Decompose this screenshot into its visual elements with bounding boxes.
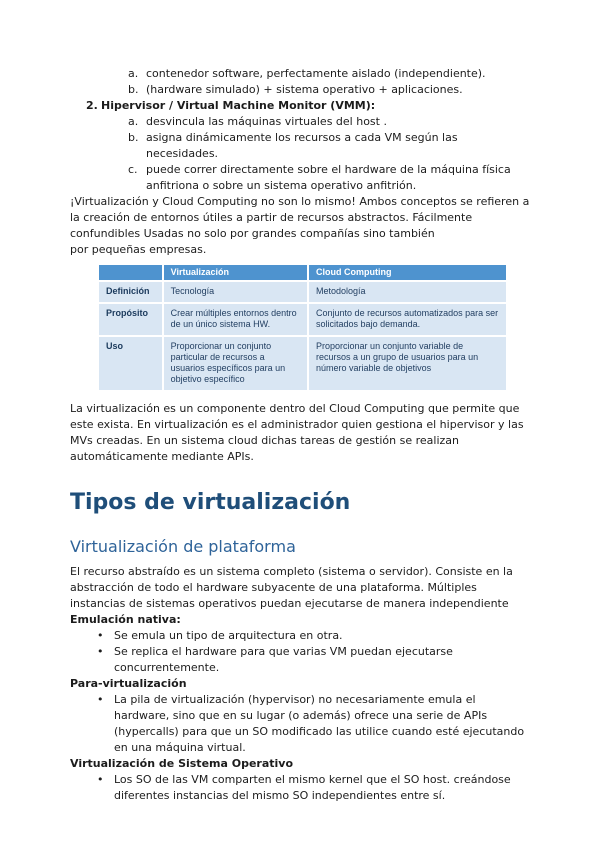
list-item-text: desvincula las máquinas virtuales del host . <box>146 115 387 128</box>
list-marker: a. <box>128 67 139 80</box>
subsection-title: Emulación nativa: <box>70 613 181 626</box>
table-cell: Conjunto de recursos automatizados para ser solicitados bajo demanda. <box>309 304 506 335</box>
list-item-title: Hipervisor / Virtual Machine Monitor (VMM): <box>101 99 376 112</box>
list-marker: c. <box>128 163 138 176</box>
table-cell: Tecnología <box>164 282 307 302</box>
bullet-text: Los SO de las VM comparten el mismo kernel que el SO host. creándose diferentes instancias del mismo SO independientes entre sí. <box>114 773 511 802</box>
intro-paragraph-main: ¡Virtualización y Cloud Computing no son lo mismo! Ambos conceptos se refieren a la creación de entornos útiles a partir de recursos abstractos. Fácilmente confundibles Usadas no solo por grandes compañías sino también <box>70 195 530 240</box>
bullet-text: La pila de virtualización (hypervisor) no necesariamente emula el hardware, sino que en su lugar (o además) ofrece una serie de APIs (hypercalls) para que un SO modificado las utilice cuando esté ejecutando en una máquina virtual. <box>114 693 525 754</box>
row-label: Definición <box>99 282 162 302</box>
table-header-cloud-computing: Cloud Computing <box>309 265 506 280</box>
list-marker: b. <box>128 131 139 144</box>
list-item <box>70 162 532 194</box>
table-row <box>99 337 506 390</box>
list-marker: b. <box>128 83 139 96</box>
table-header-virtualizacion: Virtualización <box>164 265 307 280</box>
bullet-icon: • <box>97 629 104 642</box>
list-marker: a. <box>128 115 139 128</box>
table-header-row <box>99 265 506 280</box>
bullet-item <box>70 628 532 644</box>
bullet-text: Se replica el hardware para que varias VM puedan ejecutarse concurrentemente. <box>114 645 453 674</box>
table-header-empty <box>99 265 162 280</box>
table-cell: Proporcionar un conjunto particular de recursos a usuarios específicos para un objetivo específico <box>164 337 307 390</box>
intro-paragraph-lastline: por pequeñas empresas. <box>70 243 207 256</box>
intro-paragraph <box>70 194 532 258</box>
closing-paragraph: La virtualización es un componente dentro del Cloud Computing que permite que este exista. En virtualización es el administrador quien gestiona el hipervisor y las MVs creadas. En un sistema cloud dichas tareas de gestión se realizan automáticamente mediante APIs. <box>70 402 524 463</box>
bullet-item <box>70 644 532 676</box>
subsection-title: Para-virtualización <box>70 677 187 690</box>
list-marker: 2. <box>86 99 98 112</box>
bullet-item <box>70 692 532 756</box>
list-item-text: contenedor software, perfectamente aislado (independiente). <box>146 67 486 80</box>
bullet-text: Se emula un tipo de arquitectura en otra. <box>114 629 343 642</box>
section-heading: Tipos de virtualización <box>70 490 351 515</box>
subsection-heading: Virtualización de plataforma <box>70 537 296 556</box>
table-cell: Metodología <box>309 282 506 302</box>
subsection-title: Virtualización de Sistema Operativo <box>70 757 294 770</box>
bullet-icon: • <box>97 693 104 706</box>
list-item <box>70 130 532 162</box>
bullet-icon: • <box>97 773 104 786</box>
list-item-numbered <box>70 98 532 114</box>
row-label: Uso <box>99 337 162 390</box>
list-item-text: asigna dinámicamente los recursos a cada VM según las necesidades. <box>146 131 458 160</box>
bullet-icon: • <box>97 645 104 658</box>
list-item <box>70 114 532 130</box>
table-cell: Proporcionar un conjunto variable de recursos a un grupo de usuarios para un número variable de objetivos <box>309 337 506 390</box>
comparison-table <box>97 263 508 392</box>
list-item <box>70 66 532 82</box>
table-row <box>99 282 506 302</box>
table-row <box>99 304 506 335</box>
bullet-item <box>70 772 532 804</box>
list-item-text: (hardware simulado) + sistema operativo + aplicaciones. <box>146 83 463 96</box>
list-item <box>70 82 532 98</box>
list-item-text: puede correr directamente sobre el hardware de la máquina física anfitriona o sobre un sistema operativo anfitrión. <box>146 163 511 192</box>
table-cell: Crear múltiples entornos dentro de un único sistema HW. <box>164 304 307 335</box>
platform-paragraph: El recurso abstraído es un sistema completo (sistema o servidor). Consiste en la abstracción de todo el hardware subyacente de una plataforma. Múltiples instancias de sistemas operativos puedan ejecutarse de manera independiente <box>70 565 513 610</box>
row-label: Propósito <box>99 304 162 335</box>
